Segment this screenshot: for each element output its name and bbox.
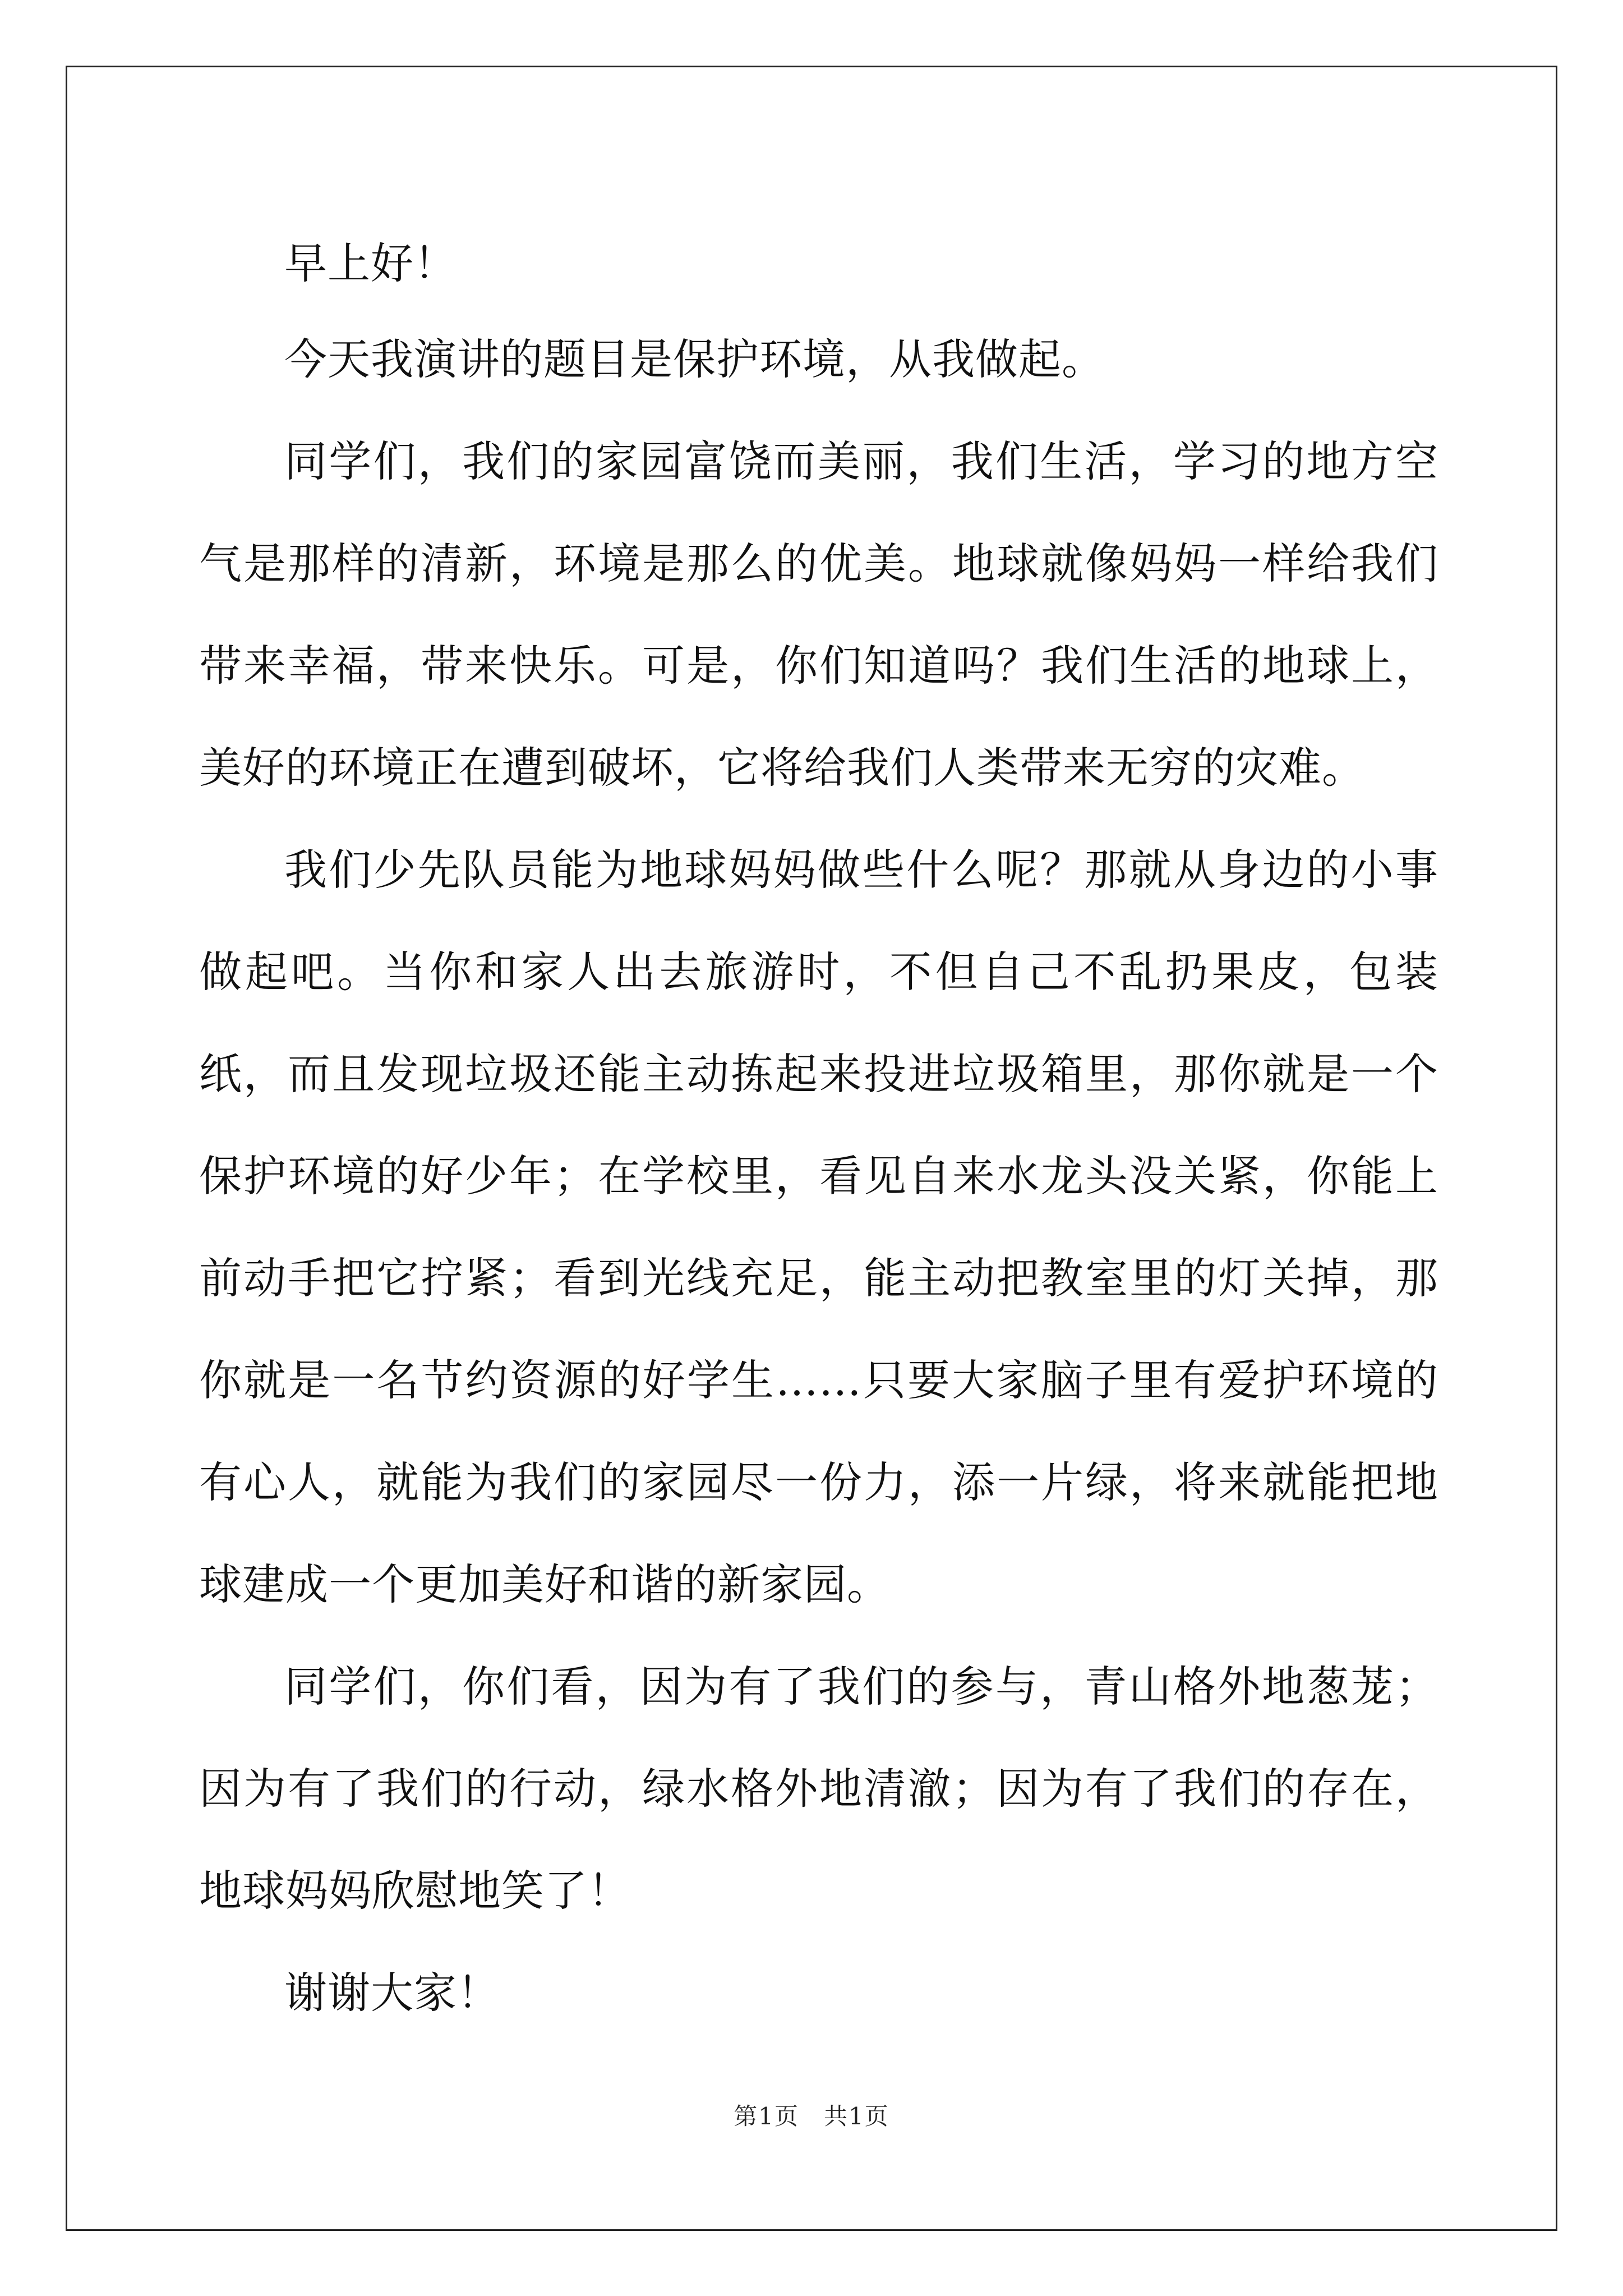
paragraph-home: 同学们，我们的家园富饶而美丽，我们生活，学习的地方空气是那样的清新，环境是那么的优美。地球就像妈妈一样给我们带来幸福，带来快乐。可是，你们知道吗？我们生活的地球上，美好的环境正在遭到破坏，它将给我们人类带来无穷的灾难。 bbox=[199, 436, 1438, 793]
page-footer: 第1页 共1页 bbox=[734, 2102, 889, 2130]
paragraph-conclusion: 同学们，你们看，因为有了我们的参与，青山格外地葱茏；因为有了我们的行动，绿水格外地清澈；因为有了我们的存在，地球妈妈欣慰地笑了！ bbox=[199, 1662, 1438, 1916]
paragraph-topic: 今天我演讲的题目是保护环境，从我做起。 bbox=[284, 334, 1105, 384]
paragraph-thanks: 谢谢大家！ bbox=[284, 1968, 500, 2018]
document-body bbox=[199, 219, 1438, 2044]
paragraph-actions: 我们少先队员能为地球妈妈做些什么呢？那就从身边的小事做起吧。当你和家人出去旅游时，不但自己不乱扔果皮，包装纸，而且发现垃圾还能主动拣起来投进垃圾箱里，那你就是一个保护环境的好少年；在学校里，看见自来水龙头没关紧，你能上前动手把它拧紧；看到光线充足，能主动把教室里的灯关掉，那你就是一名节约资源的好学生……只要大家脑子里有爱护环境的有心人，就能为我们的家园尽一份力，添一片绿，将来就能把地球建成一个更加美好和谐的新家园。 bbox=[199, 845, 1438, 1609]
paragraph-greeting: 早上好！ bbox=[284, 238, 457, 288]
